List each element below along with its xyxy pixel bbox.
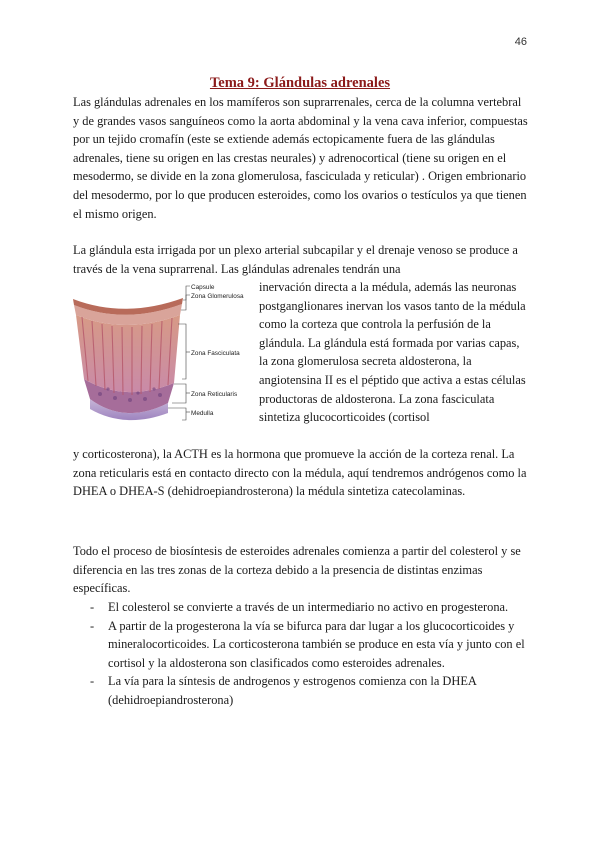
list-item-text: A partir de la progesterona la vía se bifurca para dar lugar a los glucocorticoides y mineralocorticoides. La corticosterona también se produce en esta vía y junto con el cortisol y la aldosterona son clasificados como esteroides adrenales. [108,618,525,670]
adrenal-layers-svg [70,279,250,425]
bullet-dash: - [90,618,95,633]
paragraph-innervation: inervación directa a la médula, además las neuronas postganglionares inervan los vasos tanto de la médula como la corteza que controla la perfusión de la glándula. La glándula está formada por varias capas, la zona glomerulosa secreta aldosterona, la angiotensina II es el péptido que activa a estas células productoras de aldosterona. La zona fasciculata sintetiza glucocorticoides (cortisol [259,280,526,425]
list-item [73,598,533,617]
label-medulla: Medulla [191,410,214,417]
bullet-dash: - [90,600,95,614]
list-item-text: La vía para la síntesis de androgenos y estrogenos comienza con la DHEA (dehidroepiandrosterona) [108,674,477,707]
list-item [73,617,533,673]
zona-fasciculata-layer [76,315,180,392]
adrenal-cortex-diagram [70,279,250,425]
list-item [73,672,533,709]
list-item-text: El colesterol se convierte a través de un intermediario no activo en progesterona. [108,600,509,614]
bullet-dash: - [90,674,95,689]
paragraph-intro: Las glándulas adrenales en los mamíferos son suprarrenales, cerca de la columna vertebral y de grandes vasos sanguíneos como la aorta abdominal y la vena cava inferior, compuestas por un tejido cromafín (este se extiende además ectopicamente fuera de las glándulas adrenales, tiene su origen en las crestas neurales) y adrenocortical (tiene su origen en el mesodermo, se divide en la zona glomerulosa, fasciculada y reticular) . Origen embrionario del mesodermo, por lo que producen esteroides, como los ovarios o testículos ya que tienen el mismo origen. [73,95,528,221]
paragraph-biosynthesis: Todo el proceso de biosíntesis de esteroides adrenales comienza a partir del colesterol y se diferencia en las tres zonas de la corteza debido a la presencia de distintas enzimas específicas. [73,544,521,596]
paragraph-zones: y corticosterona), la ACTH es la hormona que promueve la acción de la corteza renal. La zona reticularis está en contacto directo con la médula, aquí tendremos andrógenos como la DHEA o DHEA-S (dehidroepiandrosterona) la médula sintetiza catecolaminas. [73,447,527,499]
label-zona-reticularis: Zona Reticularis [191,391,238,398]
label-zona-glomerulosa: Zona Glomerulosa [191,293,244,300]
label-capsule: Capsule [191,284,215,291]
paragraph-irrigation: La glándula esta irrigada por un plexo arterial subcapilar y el drenaje venoso se produce a través de la vena suprarrenal. Las glándulas adrenales tendrán una [73,243,518,276]
page-number: 46 [514,36,527,48]
label-zona-fasciculata: Zona Fasciculata [191,350,240,357]
page-title: Tema 9: Glándulas adrenales [209,75,391,91]
biosynthesis-list [73,598,533,710]
